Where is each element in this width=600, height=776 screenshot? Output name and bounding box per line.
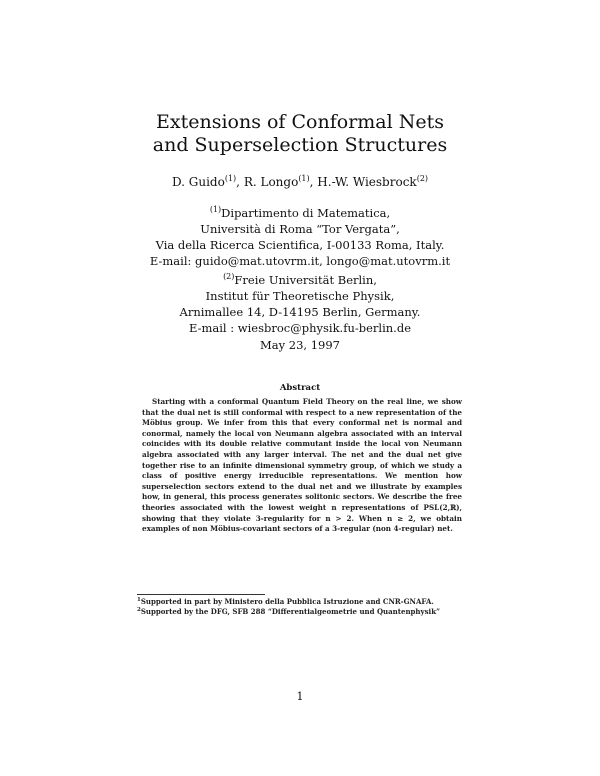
author-separator: , xyxy=(236,175,244,189)
affiliation-2-email: E-mail : wiesbroc@physik.fu-berlin.de xyxy=(188,321,411,335)
author-guido-mark: (1) xyxy=(224,174,237,183)
title-line-2: and Superselection Structures xyxy=(152,134,448,156)
author-guido: D. Guido xyxy=(171,175,225,189)
affiliation-2-mark: (2) xyxy=(223,272,235,281)
affiliation-2 xyxy=(0,272,600,336)
author-longo-mark: (1) xyxy=(298,174,310,183)
abstract-heading: Abstract xyxy=(279,383,321,393)
affiliation-2-line-1: $^{(2)}$Freie Universität Berlin, xyxy=(223,272,377,287)
affiliation-1-email: E-mail: guido@mat.utovrm.it, longo@mat.utovrm.it xyxy=(149,254,451,268)
affiliation-1-line-2: Università di Roma “Tor Vergata”, xyxy=(200,222,400,236)
author-longo: R. Longo xyxy=(243,175,299,189)
affiliation-2-line-2: Institut für Theoretische Physik, xyxy=(205,289,395,303)
author-separator: , xyxy=(309,175,318,189)
footnotes xyxy=(137,597,477,617)
footnote-2: $^2$Supported by the DFG, SFB 288 “Differentialgeometrie und Quantenphysik” xyxy=(137,607,441,616)
footnote-2-mark: 2 xyxy=(137,607,141,613)
affiliation-1 xyxy=(0,205,600,269)
publication-date: May 23, 1997 xyxy=(260,338,340,352)
affiliation-1-line-1: $^{(1)}$Dipartimento di Matematica, xyxy=(209,205,391,220)
abstract-text: Starting with a conformal Quantum Field Theory on the real line, we show that the dual net is still conformal with respect to a new representation of the Möbius group. We infer from this that every conformal net is normal and conormal, namely the local von Neumann algebra associated with an interval coincides with its double relative commutant inside the local von Neumann algebra associated with any larger interval. The net and the dual net give together rise to an infinite dimensional symmetry group, of which we study a class of positive energy irreducible representations. We mention how superselection sectors extend to the dual net and we illustrate by examples how, in general, this process generates solitonic sectors. We describe the free theories associated with the lowest weight n representations of PSL(2,ℝ), showing that they violate 3-regularity for n > 2. When n ≥ 2, we obtain examples of non Möbius-covariant sectors of a 3-regular (non 4-regular) net. xyxy=(142,397,462,534)
affiliation-1-line-3: Via della Ricerca Scientifica, I-00133 Roma, Italy. xyxy=(155,238,445,252)
author-list xyxy=(0,174,600,190)
author-wiesbrock-mark: (2) xyxy=(416,174,429,183)
footnote-1-mark: 1 xyxy=(137,597,141,603)
author-wiesbrock: H.-W. Wiesbrock xyxy=(317,175,417,189)
footnote-1: $^1$Supported in part by Ministero della Pubblica Istruzione and CNR-GNAFA. xyxy=(137,597,434,606)
affiliation-2-line-3: Arnimallee 14, D-14195 Berlin, Germany. xyxy=(179,305,421,319)
title-line-1: Extensions of Conformal Nets xyxy=(156,111,444,133)
affiliation-1-mark: (1) xyxy=(209,205,222,214)
page-number: 1 xyxy=(296,690,304,703)
footnote-rule xyxy=(137,594,265,595)
abstract-body xyxy=(142,397,462,535)
